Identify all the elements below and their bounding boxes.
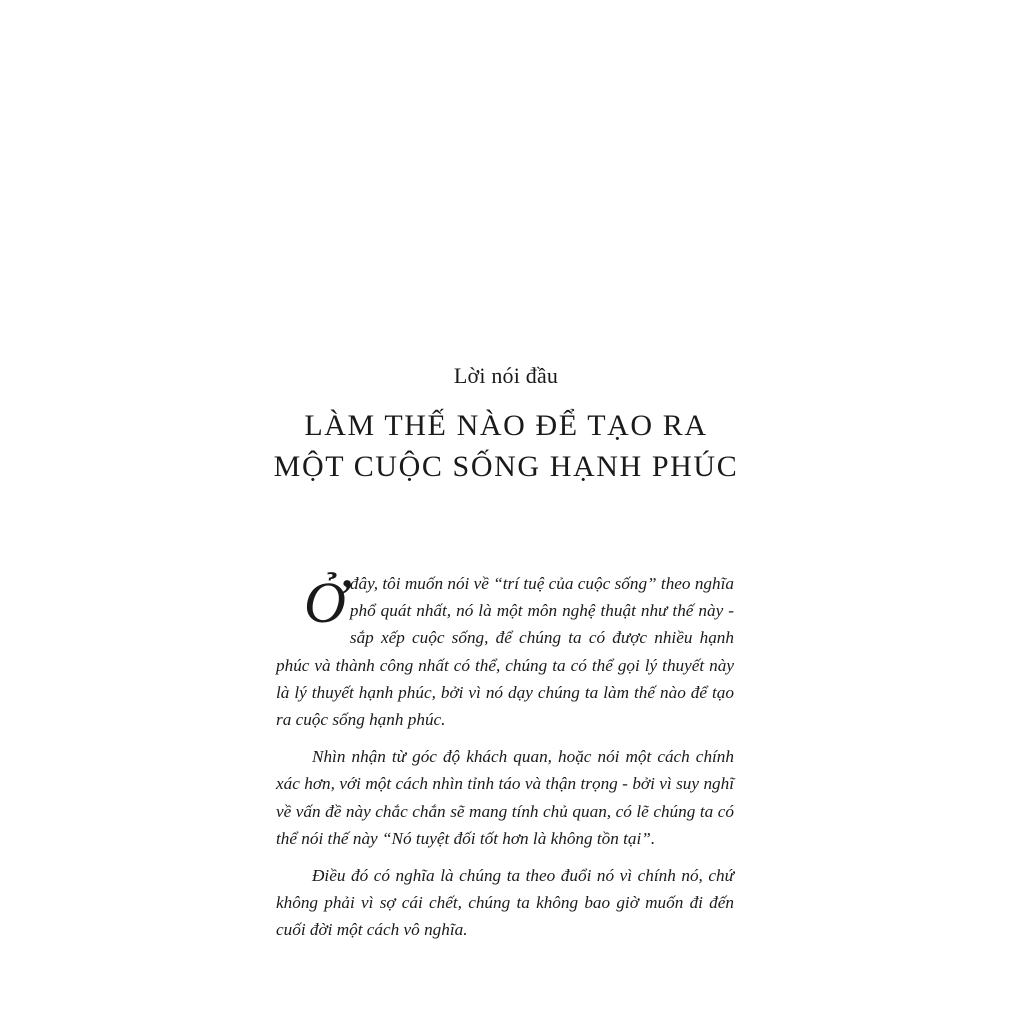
preface-label: Lời nói đầu bbox=[453, 363, 559, 388]
paragraph-1-text: đây, tôi muốn nói về “trí tuệ của cuộc sống” theo nghĩa phổ quát nhất, nó là một môn nghệ thuật như thế này - sắp xếp cuộc sống, để chúng ta có được nhiều hạnh phúc và thành công nhất có thể, chúng ta có thể gọi lý thuyết này là lý thuyết hạnh phúc, bởi vì nó dạy chúng ta làm thế nào để tạo ra cuộc sống hạnh phúc. bbox=[276, 574, 734, 730]
chapter-title-line-2: MỘT CUỘC SỐNG HẠNH PHÚC bbox=[273, 450, 739, 483]
drop-cap-letter: Ở bbox=[304, 570, 346, 635]
paragraph-3: Điều đó có nghĩa là chúng ta theo đuổi nó vì chính nó, chứ không phải vì sợ cái chết, chúng ta không bao giờ muốn đi đến cuối đời một cách vô nghĩa. bbox=[276, 866, 734, 940]
paragraph-2: Nhìn nhận từ góc độ khách quan, hoặc nói một cách chính xác hơn, với một cách nhìn tỉnh táo và thận trọng - bởi vì suy nghĩ về vấn đề này chắc chắn sẽ mang tính chủ quan, có lẽ chúng ta có thể nói thế này “Nó tuyệt đối tốt hơn là không tồn tại”. bbox=[276, 747, 734, 848]
body-text bbox=[276, 570, 734, 954]
chapter-title bbox=[0, 405, 1012, 487]
chapter-title-line-1: LÀM THẾ NÀO ĐỂ TẠO RA bbox=[304, 409, 708, 442]
paragraph-1 bbox=[276, 570, 734, 733]
